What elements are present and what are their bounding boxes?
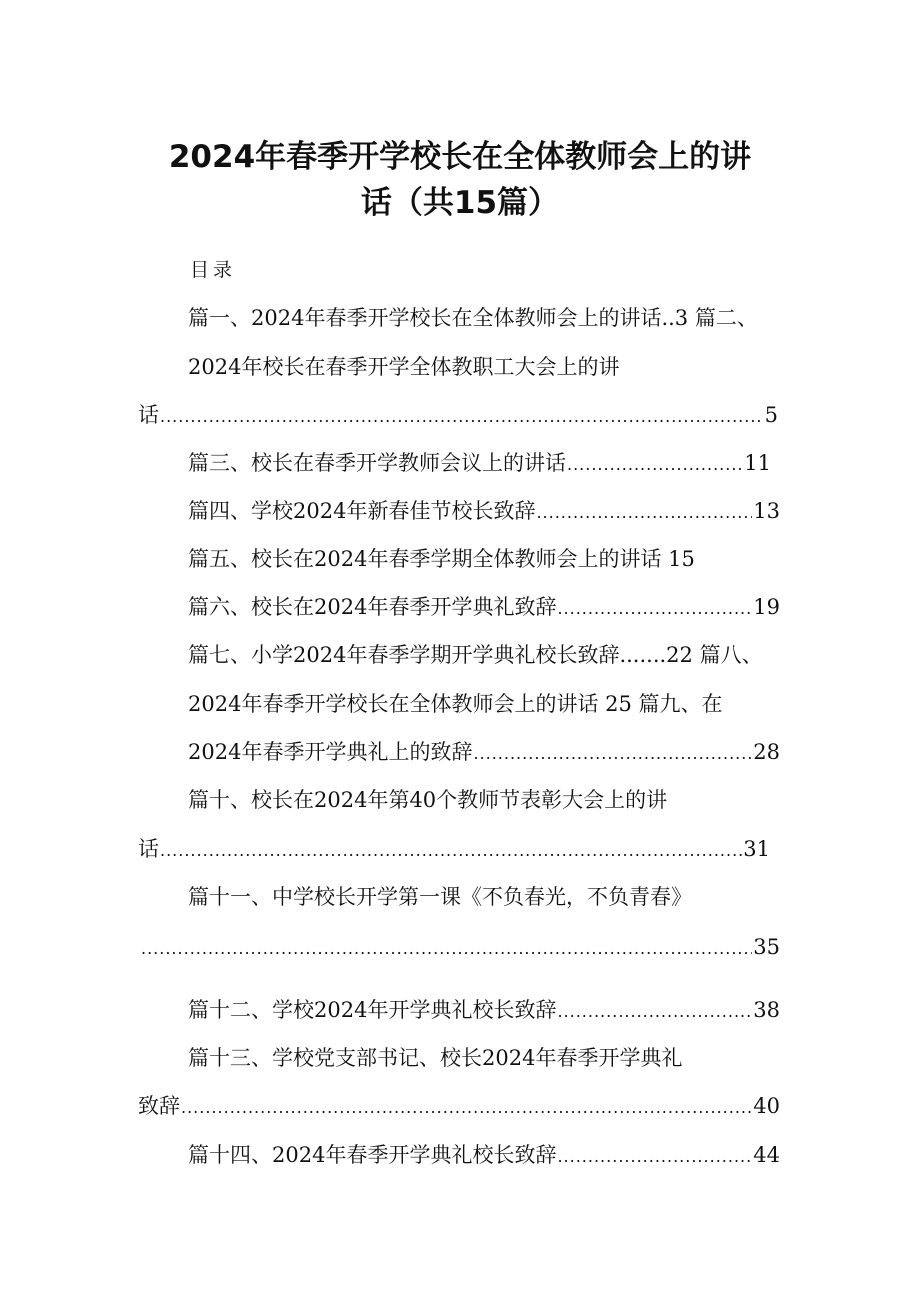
toc-leader-dots [141, 934, 752, 964]
toc-page-number: 11 [744, 451, 771, 475]
toc-entry-4 [188, 496, 780, 528]
toc-leader-dots [473, 739, 752, 769]
toc-page-number: 35 [753, 935, 780, 959]
toc-entry-13-continuation [138, 1091, 780, 1123]
toc-line-8: 篇七、小学2024年春季学期开学典礼校长致辞.......22 篇八、 [188, 643, 763, 667]
toc-leader-dots [557, 997, 752, 1027]
toc-entry-text: 篇十二、学校2024年开学典礼校长致辞 [188, 998, 557, 1022]
toc-page-number: 19 [753, 595, 780, 619]
toc-leader-dots [536, 498, 752, 528]
toc-entry-9 [188, 737, 780, 769]
toc-entry-14 [188, 1140, 780, 1172]
document-title-line-2: 话（共15篇） [360, 185, 560, 221]
toc-page-number: 38 [753, 998, 780, 1022]
toc-entry-10-continuation [138, 834, 770, 866]
toc-leader-dots [181, 1093, 752, 1123]
toc-line-11: 篇十、校长在2024年第40个教师节表彰大会上的讲 [188, 788, 668, 812]
toc-entry-1-continuation [138, 400, 778, 432]
toc-page-number: 5 [764, 403, 778, 427]
toc-leader-dots [557, 1142, 752, 1172]
toc-line-1: 篇一、2024年春季开学校长在全体教师会上的讲话..3 篇二、 [188, 306, 758, 330]
toc-page-number: 28 [753, 740, 780, 764]
toc-entry-6 [188, 592, 780, 624]
toc-entry-text: 2024年春季开学典礼上的致辞 [188, 740, 473, 764]
toc-page-number: 44 [753, 1143, 780, 1167]
toc-page-number: 13 [753, 499, 780, 523]
toc-entry-text: 篇四、学校2024年新春佳节校长致辞 [188, 499, 536, 523]
toc-line-2: 2024年校长在春季开学全体教职工大会上的讲 [188, 355, 620, 379]
toc-entry-text: 篇六、校长在2024年春季开学典礼致辞 [188, 595, 557, 619]
toc-entry-5: 篇五、校长在2024年春季学期全体教师会上的讲话 15 [188, 547, 695, 571]
toc-leader-dots [557, 594, 752, 624]
toc-entry-3 [188, 448, 771, 480]
toc-entry-11-continuation [140, 932, 780, 964]
toc-leader-dots [160, 402, 764, 432]
toc-leader-dots [160, 836, 742, 866]
toc-leader-dots [567, 450, 743, 480]
toc-entry-text: 篇三、校长在春季开学教师会议上的讲话 [188, 451, 566, 475]
toc-page-number: 40 [753, 1094, 780, 1118]
toc-entry-text: 话 [138, 837, 159, 861]
toc-heading: 目录 [190, 259, 237, 281]
toc-entry-text: 话 [138, 403, 159, 427]
toc-page-number: 31 [743, 837, 770, 861]
toc-line-13: 篇十一、中学校长开学第一课《不负春光，不负青春》 [188, 885, 692, 909]
toc-line-16: 篇十三、学校党支部书记、校长2024年春季开学典礼 [188, 1046, 683, 1070]
toc-line-9: 2024年春季开学校长在全体教师会上的讲话 25 篇九、在 [188, 692, 723, 716]
document-title-line-1: 2024年春季开学校长在全体教师会上的讲 [168, 139, 752, 175]
toc-entry-text: 篇十四、2024年春季开学典礼校长致辞 [188, 1143, 557, 1167]
toc-entry-text: 致辞 [138, 1094, 180, 1118]
toc-entry-12 [188, 995, 780, 1027]
